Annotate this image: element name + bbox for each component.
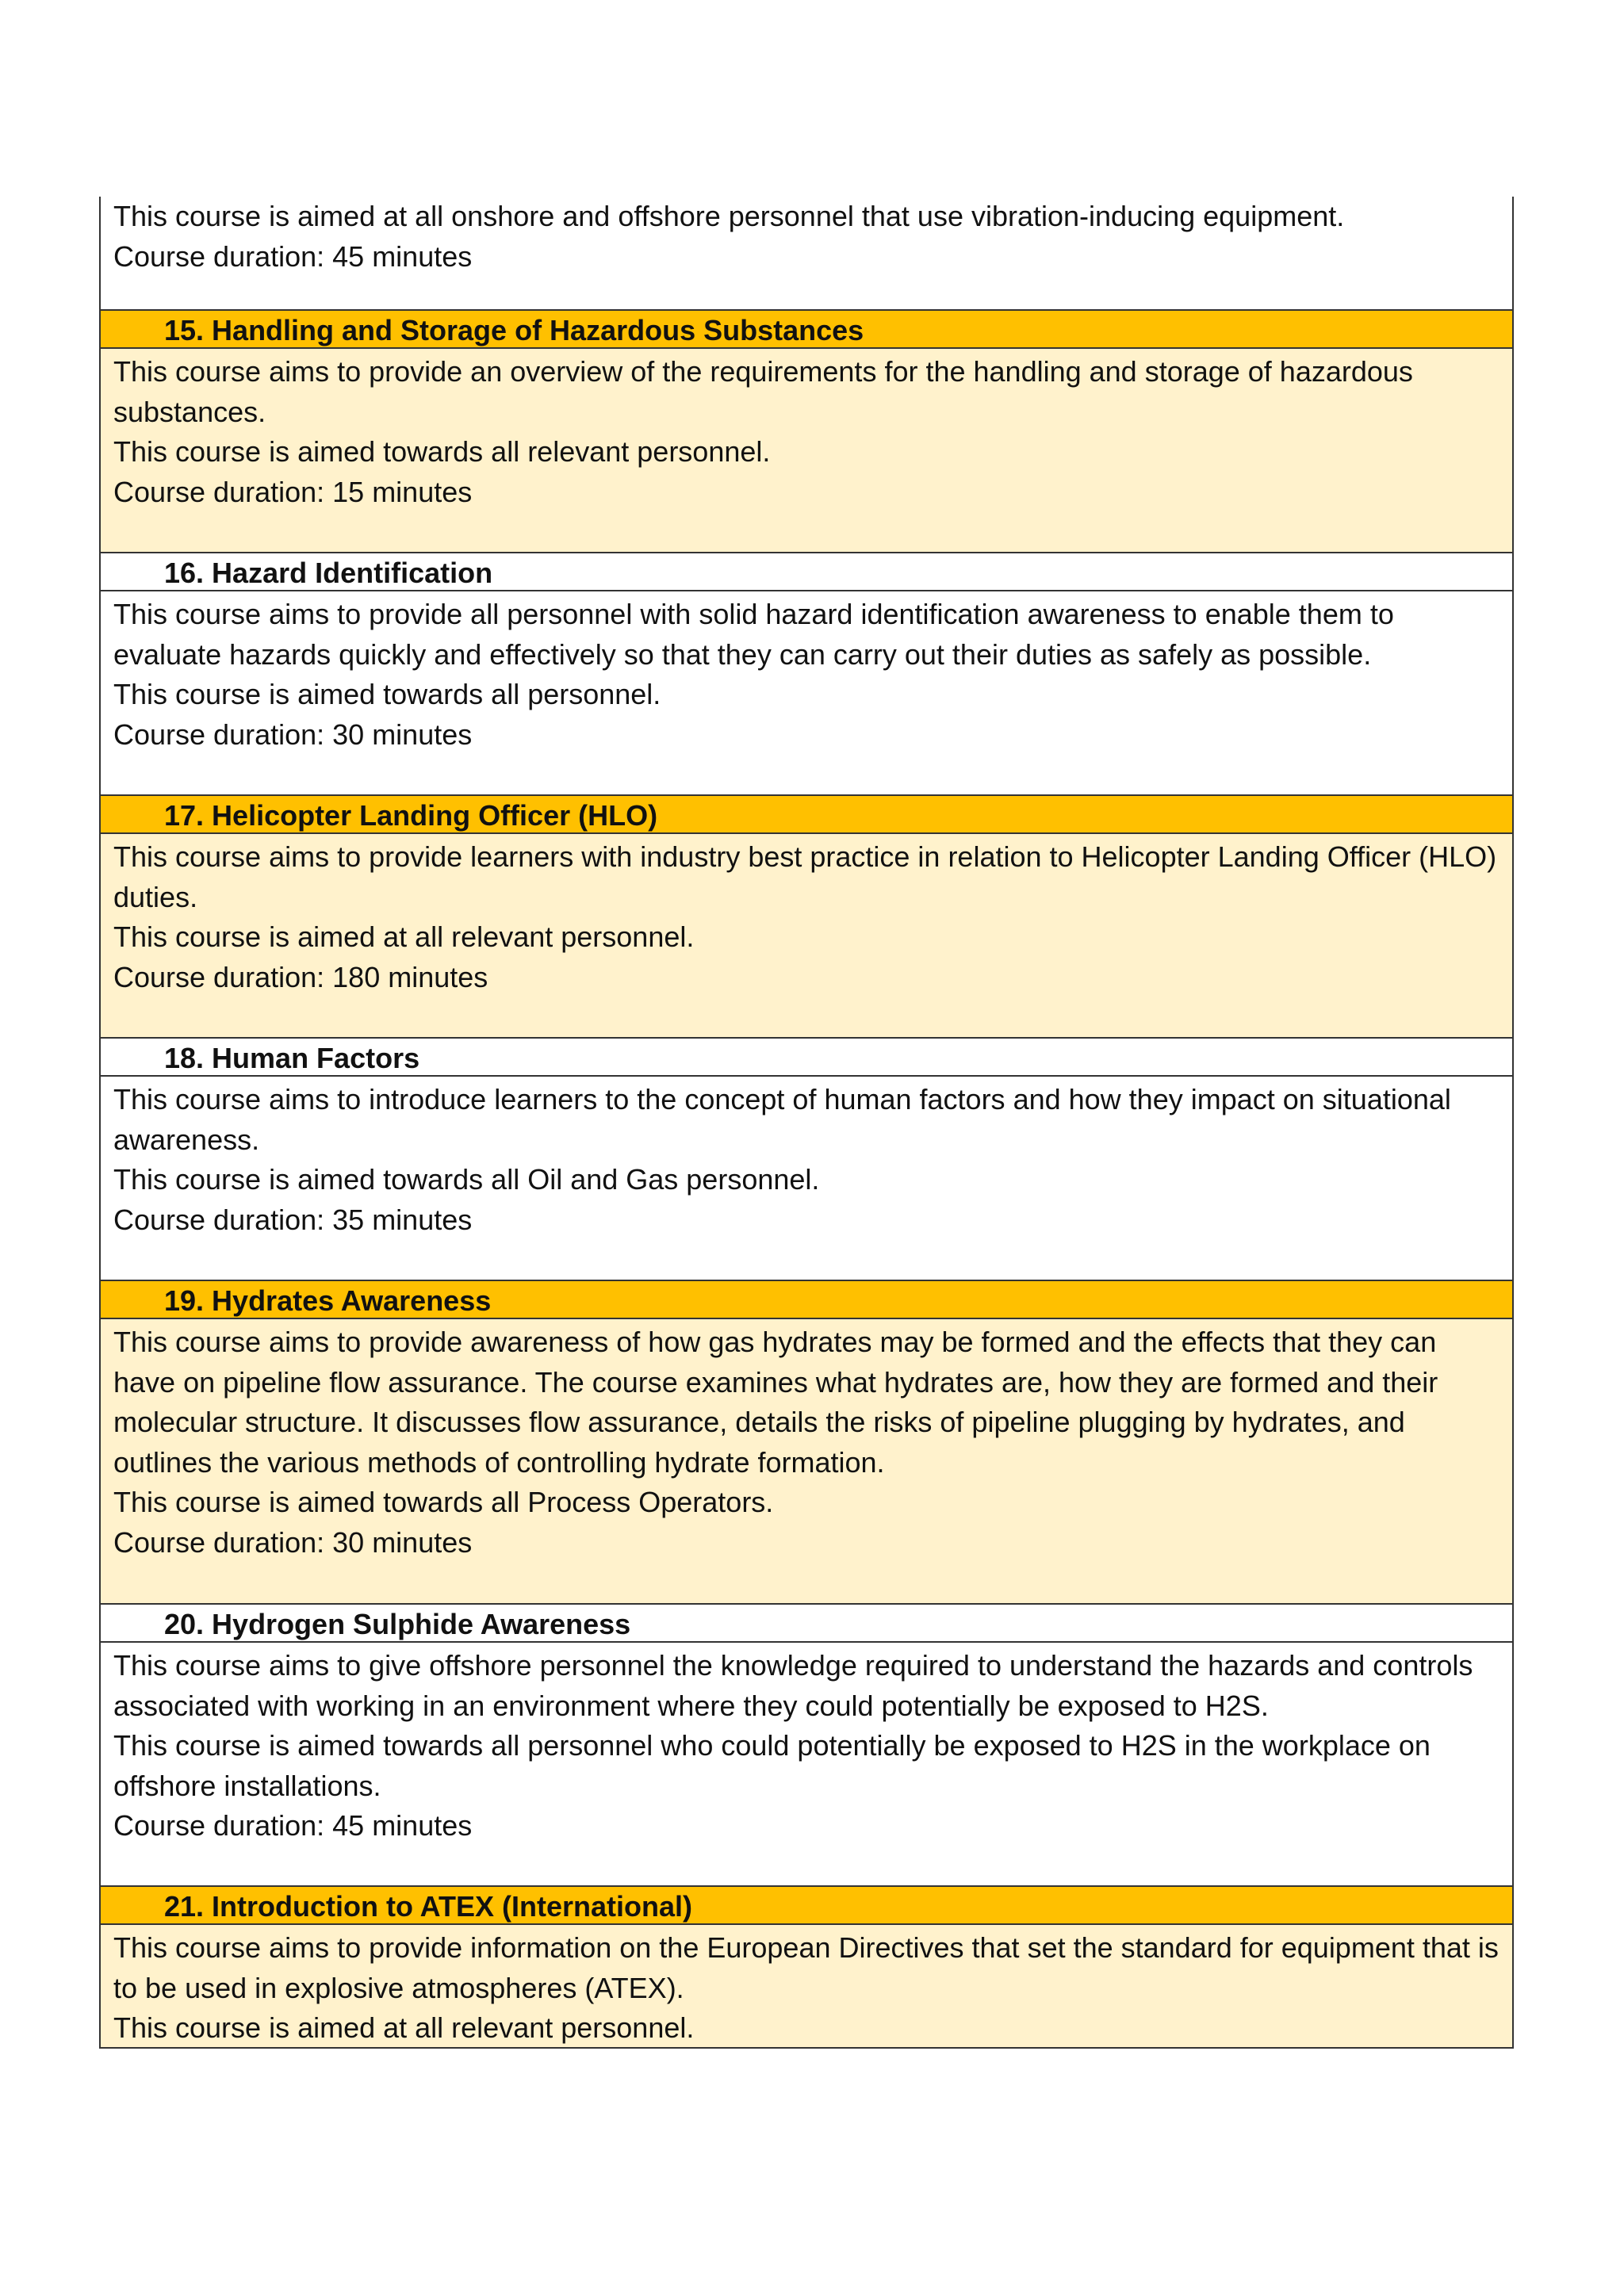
course-description — [101, 834, 1512, 1037]
course-section-16 — [101, 552, 1512, 794]
course-title: 16. Hazard Identification — [101, 552, 1512, 591]
description-line: Course duration: 15 minutes — [113, 475, 473, 508]
description-line: This course aims to provide all personnel with solid hazard identification awareness to enable them to evaluate hazards quickly and effectively so that they can carry out their duties as safely as possible. — [113, 598, 1394, 671]
course-description — [101, 1925, 1512, 2047]
course-description — [101, 591, 1512, 794]
course-section-18 — [101, 1037, 1512, 1280]
description-line: Course duration: 180 minutes — [113, 960, 488, 993]
description-line: This course aims to provide an overview of the requirements for the handling and storage of hazardous substances. — [113, 355, 1413, 428]
description-line: Course duration: 35 minutes — [113, 1203, 473, 1236]
description-line: Course duration: 30 minutes — [113, 1525, 473, 1559]
course-title: 21. Introduction to ATEX (International) — [101, 1885, 1512, 1925]
course-section-19 — [101, 1280, 1512, 1603]
description-line: Course duration: 45 minutes — [113, 239, 473, 273]
description-line: Course duration: 30 minutes — [113, 718, 473, 751]
course-description — [101, 349, 1512, 552]
course-title: 17. Helicopter Landing Officer (HLO) — [101, 794, 1512, 834]
course-description — [101, 197, 1512, 309]
course-description — [101, 1319, 1512, 1603]
description-line: This course aims to provide information on the European Directives that set the standard for equipment that is to be used in explosive atmospheres (ATEX). — [113, 1931, 1499, 2004]
course-description — [101, 1077, 1512, 1280]
course-section-17 — [101, 794, 1512, 1037]
description-line: This course aims to provide awareness of how gas hydrates may be formed and the effects that they can have on pipeline flow assurance. The course examines what hydrates are, how they are formed and their molecular structure. It discusses flow assurance, details the risks of pipeline plugging by hydrates, and outlines the various methods of controlling hydrate formation. — [113, 1326, 1438, 1479]
description-line: This course is aimed at all onshore and offshore personnel that use vibration-inducing equipment. — [113, 200, 1345, 232]
description-line: This course is aimed towards all personnel who could potentially be exposed to H2S in the workplace on offshore installations. — [113, 1729, 1431, 1802]
description-line: This course is aimed towards all Oil and Gas personnel. — [113, 1163, 820, 1196]
description-line: This course is aimed towards all personnel. — [113, 678, 661, 710]
course-section-intro — [101, 197, 1512, 309]
description-line: This course aims to give offshore personnel the knowledge required to understand the hazards and controls associated with working in an environment where they could potentially be exposed to H2S. — [113, 1649, 1473, 1722]
description-line: This course is aimed towards all Process Operators. — [113, 1486, 774, 1518]
course-description — [101, 1643, 1512, 1885]
description-line: This course aims to provide learners with industry best practice in relation to Helicopter Landing Officer (HLO) duties. — [113, 840, 1497, 913]
description-line: This course is aimed towards all relevant personnel. — [113, 435, 771, 468]
course-section-20 — [101, 1603, 1512, 1885]
description-line: This course is aimed at all relevant personnel. — [113, 2011, 695, 2044]
course-title: 19. Hydrates Awareness — [101, 1280, 1512, 1319]
course-title: 18. Human Factors — [101, 1037, 1512, 1077]
course-section-15 — [101, 309, 1512, 552]
course-title: 15. Handling and Storage of Hazardous Substances — [101, 309, 1512, 349]
description-line: Course duration: 45 minutes — [113, 1809, 473, 1842]
course-section-21 — [101, 1885, 1512, 2047]
description-line: This course is aimed at all relevant personnel. — [113, 920, 695, 953]
course-table — [99, 197, 1514, 2049]
course-title: 20. Hydrogen Sulphide Awareness — [101, 1603, 1512, 1643]
description-line: This course aims to introduce learners to the concept of human factors and how they impact on situational awareness. — [113, 1083, 1451, 1156]
